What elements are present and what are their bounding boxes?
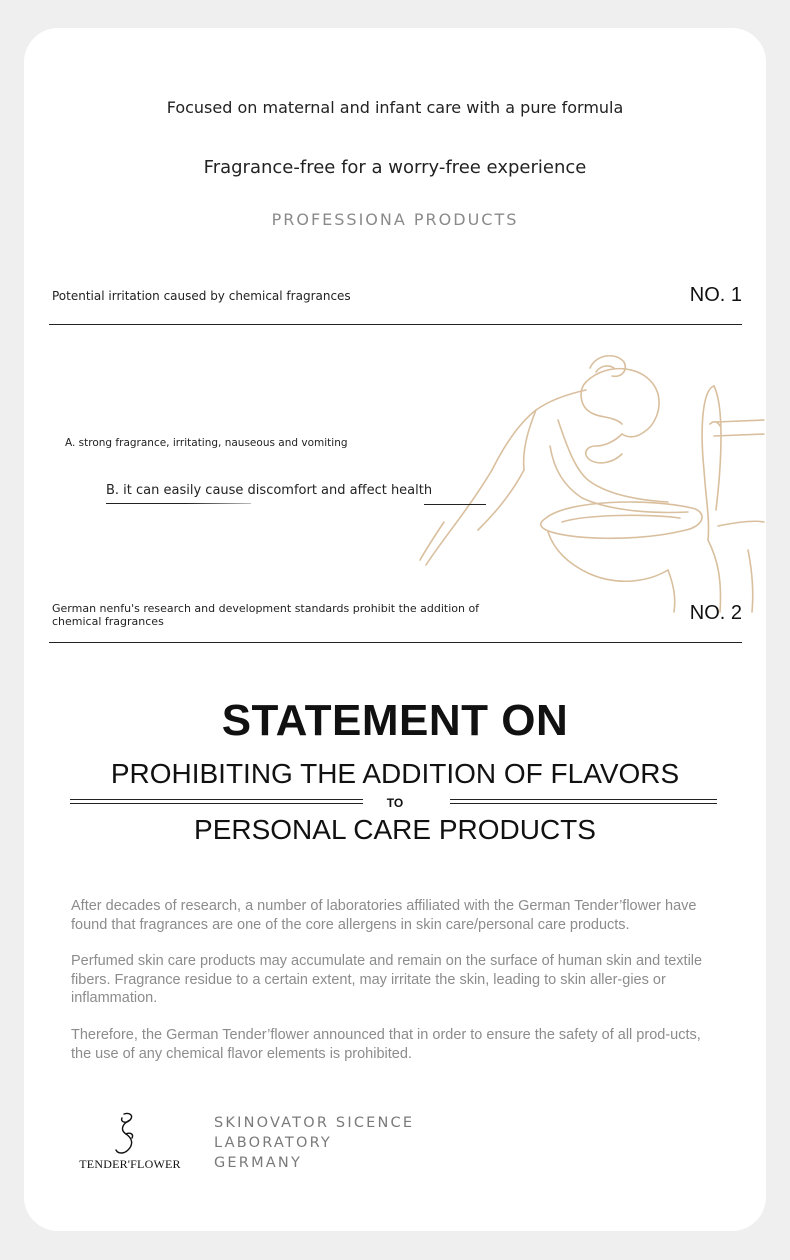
row-2-number: NO. 2 — [689, 602, 742, 624]
lab-line-2: LABORATORY — [214, 1135, 332, 1151]
tagline-primary: Focused on maternal and infant care with a pure formula — [166, 98, 624, 117]
body-paragraph-3: Therefore, the German Tender’flower announced that in order to ensure the safety of all prod-ucts, the use of any chemical flavor elements is prohibited. — [71, 1027, 701, 1062]
option-b-leader-line — [424, 504, 486, 505]
section-subheading: PROFESSIONA PRODUCTS — [271, 210, 519, 229]
lab-line-1: SKINOVATOR SICENCE — [214, 1115, 415, 1131]
statement-connector: TO — [386, 796, 404, 810]
row-1-text: Potential irritation caused by chemical fragrances — [52, 289, 351, 303]
row-2-text: German nenfu's research and development standards prohibit the addition of chemical fragrances — [52, 602, 480, 628]
option-b-text: B. it can easily cause discomfort and affect health — [106, 483, 433, 498]
row-1-divider — [49, 324, 742, 325]
statement-line-2: PERSONAL CARE PRODUCTS — [194, 814, 596, 845]
body-paragraph-1: After decades of research, a number of laboratories affiliated with the German Tender’flower have found that fragrances are one of the core allergens in skin care/personal care products. — [71, 898, 697, 933]
row-1-number: NO. 1 — [689, 284, 742, 306]
double-rule-right — [450, 799, 717, 804]
tender-flower-logo-icon — [112, 1110, 142, 1158]
body-paragraph-2: Perfumed skin care products may accumulate and remain on the surface of human skin and textile fibers. Fragrance residue to a certain extent, may irritate the skin, leading to skin aller-gies or inflammation. — [71, 953, 703, 1006]
option-a-text: A. strong fragrance, irritating, nauseous and vomiting — [65, 437, 348, 449]
woman-vomiting-over-toilet-illustration — [418, 350, 768, 620]
statement-line-1: PROHIBITING THE ADDITION OF FLAVORS — [110, 758, 680, 789]
lab-line-3: GERMANY — [214, 1155, 303, 1171]
tagline-secondary: Fragrance-free for a worry-free experience — [203, 157, 587, 178]
statement-title: STATEMENT ON — [221, 696, 569, 745]
row-2-divider — [49, 642, 742, 643]
brand-wordmark: TENDER'FLOWER — [79, 1157, 181, 1171]
option-b-underline — [106, 503, 251, 504]
